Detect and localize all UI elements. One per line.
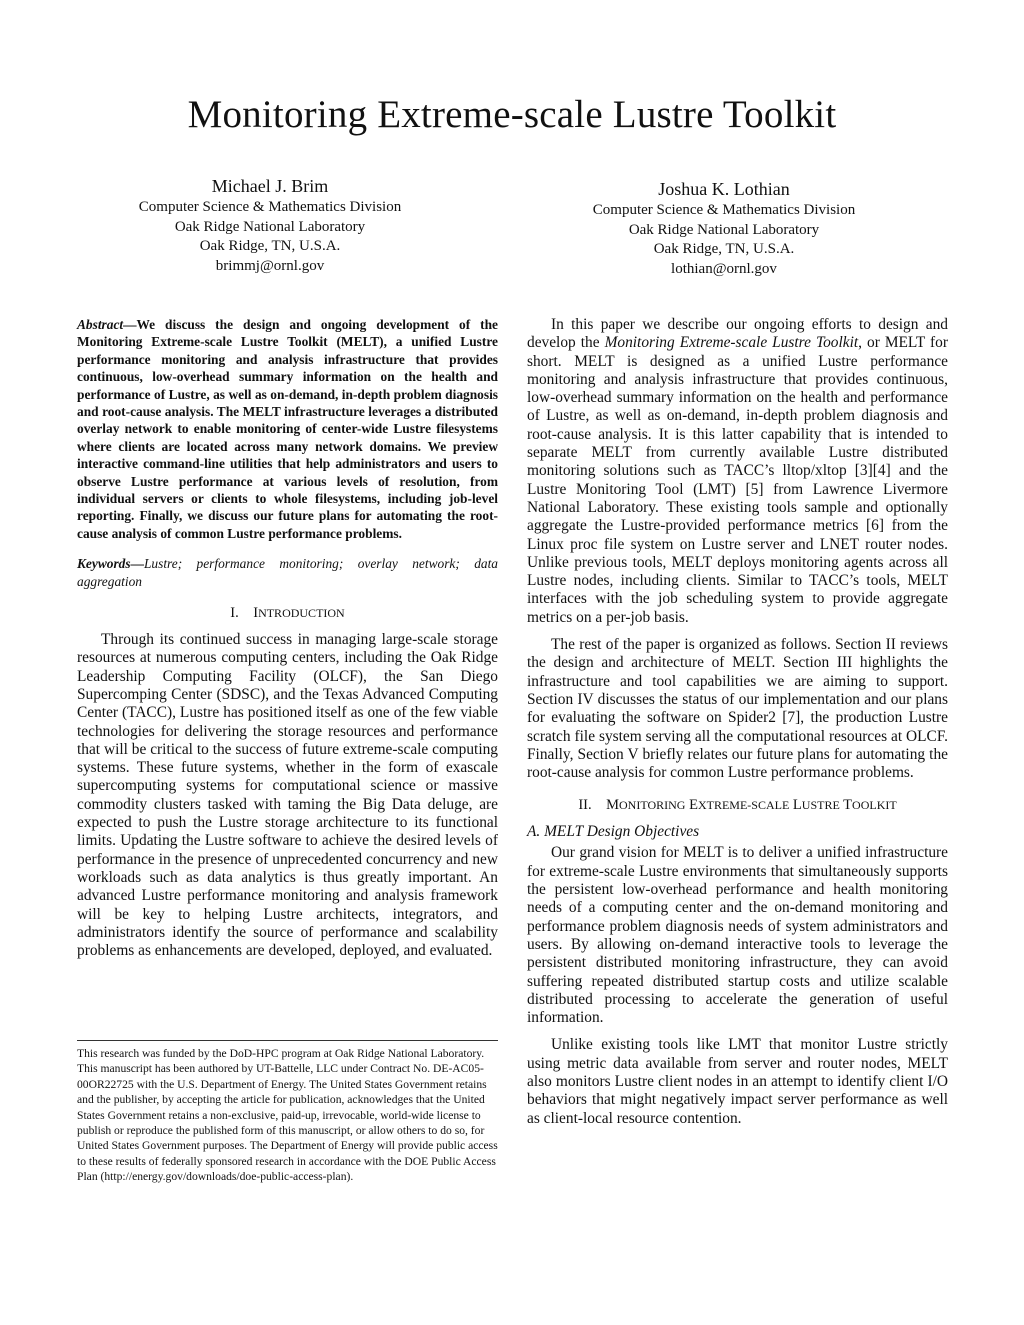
- paper-title: Monitoring Extreme-scale Lustre Toolkit: [187, 93, 837, 136]
- section-title-initial: L: [792, 797, 802, 814]
- author-email[interactable]: lothian@ornl.gov: [671, 260, 777, 277]
- toolkit-name-emphasis: Monitoring Extreme-scale Lustre Toolkit: [604, 334, 859, 352]
- footnote: This research was funded by the DoD-HPC program at Oak Ridge National Laboratory. This manuscript has been authored by UT-Battelle, LLC under Contract No. DE-AC05-00OR22725 with the U.S. Department of Energy. The United States Government retains and the publisher, by accepting the article for publication, acknowledges that the United States Government retains a non-exclusive, paid-up, irrevocable, world-wide license to publish or reproduce the published form of this manuscript, or allow others to do so, for United States Government purposes. The Department of Energy will provide public access to these results of federally sponsored research in accordance with the DOE Public Access Plan (http://energy.gov/downloads/doe-public-access-plan).: [77, 1040, 498, 1185]
- section-title-initial: I: [253, 605, 259, 622]
- author-name: Michael J. Brim: [211, 176, 329, 196]
- section-heading-melt: [527, 797, 948, 814]
- paragraph-overview: [527, 316, 948, 627]
- author-email[interactable]: brimmj@ornl.gov: [215, 257, 325, 274]
- section-title-initial: E: [689, 797, 698, 814]
- paragraph-text: , or MELT for short. MELT is designed as a unified Lustre performance monitoring and analysis infrastructure that provides continuous, low-overhead summary information on the health and performance of Lustre, as well as on-demand, in-depth problem diagnosis and root-cause analysis. It is this latter capability that is intended to separate MELT from currently available Lustre distributed monitoring solutions such as TACC’s lltop/xltop [3][4] and the Lustre Monitoring Tool (LMT) [5] from Lawrence Livermore National Laboratory. These existing tools sample and optionally aggregate the Lustre-provided performance metrics [6] from the Linux proc file system on Lustre server and LNET router nodes. Unlike previous tools, MELT deploys monitoring agents across all Lustre nodes, including clients. Similar to TACC’s tools, MELT interfaces with the job scheduling system to provide aggregate metrics on a per-job basis.: [527, 334, 948, 626]
- section-title-rest: USTRE: [801, 798, 840, 813]
- author-location: Oak Ridge, TN, U.S.A.: [653, 241, 795, 257]
- author-name: Joshua K. Lothian: [658, 179, 790, 199]
- paragraph-design-objectives: Our grand vision for MELT is to deliver a unified infrastructure for extreme-scale Lustre environments that simultaneously supports the persistent low-overhead performance and health monitoring needs of a computing center and the on-demand monitoring and performance problem diagnosis needs of system administrators and users. By allowing on-demand interactive tools to leverage the persistent distributed monitoring infrastructure, they can avoid suffering repeated distributed startup costs and utilize scalable distributed processing to accelerate the generation of useful information.: [527, 844, 948, 1027]
- author-location: Oak Ridge, TN, U.S.A.: [199, 238, 341, 254]
- section-title-rest: ONITORING: [619, 798, 686, 813]
- section-title-rest: OOLKIT: [852, 798, 897, 813]
- right-column: [527, 316, 948, 1128]
- section-title-rest: XTREME-SCALE: [697, 798, 790, 813]
- introduction-paragraph: Through its continued success in managing large-scale storage resources at numerous computing centers, including the Oak Ridge Leadership Computing Facility (OLCF), the San Diego Supercomping Center (SDSC), and the Texas Advanced Computing Center (TACC), Lustre has positioned itself as one of the few viable technologies for delivering the storage resources and performance that will be critical to the success of future extreme-scale computing systems. These future systems, whether in the form of exascale supercomputing systems for computational science or massive commodity clusters tasked with taming the Big Data deluge, are expected to push the Lustre storage architecture to its functional limits. Updating the Lustre software to achieve the desired levels of performance in the presence of unprecedented concurrency and new workloads such as data analytics is thus greatly important. An advanced Lustre performance monitoring and analysis framework will be key to helping Lustre architects, integrators, and administrators identify the source of performance and scalability problems as enhancements are developed, deployed, and evaluated.: [77, 631, 498, 960]
- section-numeral: II.: [578, 797, 592, 814]
- author-organization: Oak Ridge National Laboratory: [628, 221, 820, 238]
- abstract: [77, 316, 498, 542]
- paragraph-text: In this paper we describe our ongoing efforts to design and develop the: [527, 316, 948, 352]
- author-organization: Oak Ridge National Laboratory: [174, 218, 366, 235]
- keywords-label: Keywords—: [77, 556, 144, 572]
- abstract-label: Abstract: [77, 317, 124, 332]
- left-column: [77, 316, 498, 960]
- section-numeral: I.: [230, 605, 239, 622]
- keywords-text: Lustre; performance monitoring; overlay network; data aggregation: [77, 556, 498, 589]
- section-title-initial: M: [606, 797, 620, 814]
- keywords: [77, 555, 498, 590]
- author-block-1: [100, 174, 440, 276]
- section-heading-introduction: [77, 605, 498, 622]
- paragraph-client-monitoring: Unlike existing tools like LMT that monitor Lustre strictly using metric data available from server and router nodes, MELT also monitors Lustre client nodes in an attempt to identify client I/O behaviors that might negatively impact server performance as well as client-local resource contention.: [527, 1036, 948, 1127]
- abstract-text: —We discuss the design and ongoing development of the Monitoring Extreme-scale Lustre Toolkit (MELT), a unified Lustre performance monitoring and analysis infrastructure that provides continuous, low-overhead summary information on the health and performance of Lustre, as well as on-demand, in-depth problem diagnosis and root-cause analysis. The MELT infrastructure leverages a distributed overlay network to enable monitoring of center-wide Lustre filesystems where clients are located across many network domains. We preview interactive command-line utilities that help administrators and users to observe Lustre performance at various levels of resolution, from individual servers or clients to whole filesystems, including job-level reporting. Finally, we discuss our future plans for automating the root-cause analysis of common Lustre performance problems.: [77, 317, 498, 541]
- author-department: Computer Science & Mathematics Division: [592, 202, 856, 218]
- paragraph-organization: The rest of the paper is organized as follows. Section II reviews the design and architecture of MELT. Section III highlights the infrastructure and tool capabilities we are aiming to support. Section IV discusses the status of our implementation and our plans for evaluating the software on Spider2 [7], the production Lustre scratch file system serving all the computational resources at OLCF. Finally, Section V briefly relates our future plans for automating the root-cause analysis for common Lustre performance problems.: [527, 636, 948, 782]
- author-department: Computer Science & Mathematics Division: [138, 199, 402, 215]
- subsection-heading: A. MELT Design Objectives: [527, 823, 700, 841]
- section-title-initial: T: [843, 797, 853, 814]
- section-title-rest: NTRODUCTION: [258, 606, 345, 621]
- author-block-2: [554, 177, 894, 279]
